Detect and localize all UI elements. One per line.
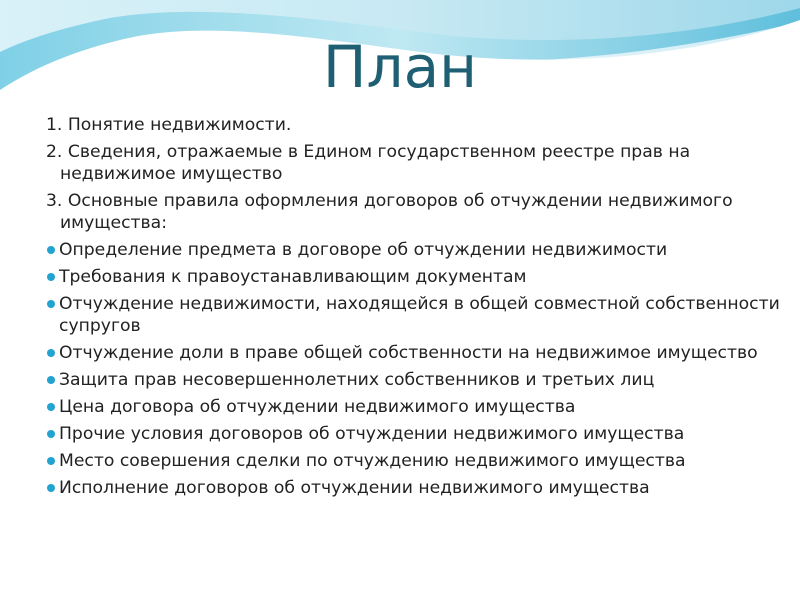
bullet-dot-icon <box>47 349 55 357</box>
bullet-dot-icon <box>47 457 55 465</box>
bullet-text: Требования к правоустанавливающим документам <box>59 267 527 287</box>
slide-title: План <box>322 33 478 101</box>
bullet-text: Прочие условия договоров об отчуждении недвижимого имущества <box>59 424 685 444</box>
bullet-dot-icon <box>47 376 55 384</box>
bullet-text: Отчуждение недвижимости, находящейся в общей совместной собственности супругов <box>59 294 780 336</box>
bullet-item <box>46 293 786 337</box>
bullet-item <box>46 423 786 445</box>
numbered-item: 2. Сведения, отражаемые в Едином государственном реестре прав на недвижимое имущество <box>46 142 691 184</box>
bullet-text: Место совершения сделки по отчуждению недвижимого имущества <box>59 451 686 471</box>
bullet-dot-icon <box>47 484 55 492</box>
numbered-item: 1. Понятие недвижимости. <box>46 115 292 135</box>
bullet-text: Определение предмета в договоре об отчуждении недвижимости <box>59 240 668 260</box>
bullet-dot-icon <box>47 273 55 281</box>
bullet-dot-icon <box>47 403 55 411</box>
bullet-text: Защита прав несовершеннолетних собственников и третьих лиц <box>59 370 655 390</box>
numbered-item: 3. Основные правила оформления договоров об отчуждении недвижимого имущества: <box>46 191 733 233</box>
bullet-dot-icon <box>47 300 55 308</box>
bullet-dot-icon <box>47 246 55 254</box>
bullet-item <box>46 239 786 261</box>
bullet-item <box>46 266 786 288</box>
bullet-item <box>46 342 786 364</box>
bullet-dot-icon <box>47 430 55 438</box>
bullet-item <box>46 477 786 499</box>
bullet-item <box>46 369 786 391</box>
bullet-text: Исполнение договоров об отчуждении недвижимого имущества <box>59 478 650 498</box>
bullet-text: Отчуждение доли в праве общей собственности на недвижимое имущество <box>59 343 758 363</box>
bullet-item <box>46 396 786 418</box>
bullet-item <box>46 450 786 472</box>
slide-content <box>46 114 786 504</box>
bullet-text: Цена договора об отчуждении недвижимого имущества <box>59 397 576 417</box>
